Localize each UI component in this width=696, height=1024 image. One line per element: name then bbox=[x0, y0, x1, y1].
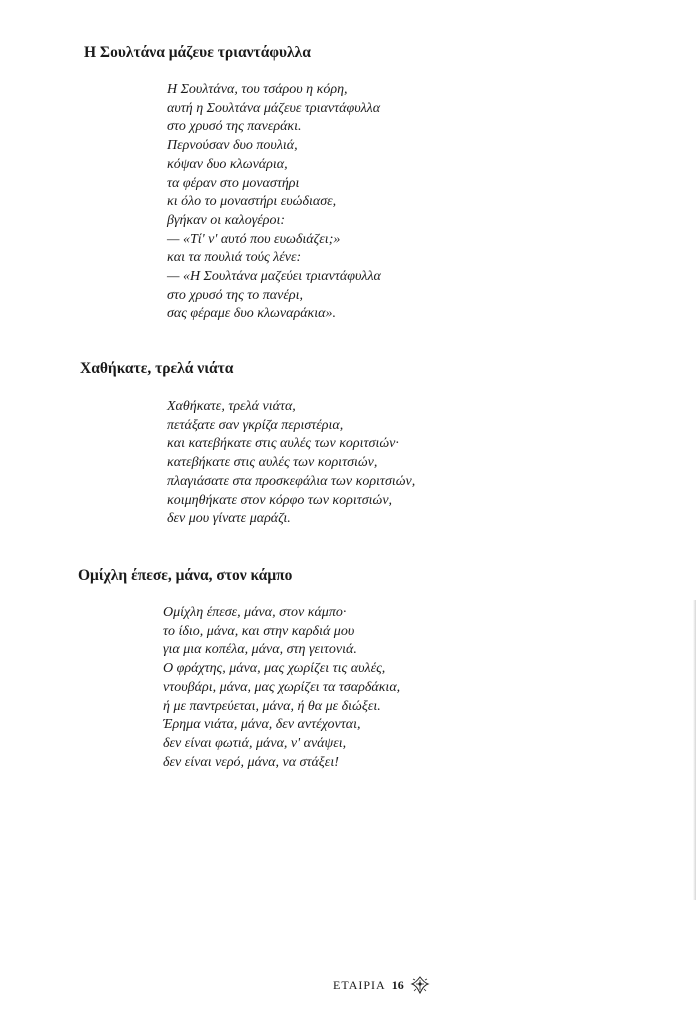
poem-line: ή με παντρεύεται, μάνα, ή θα με διώξει. bbox=[163, 698, 381, 714]
poem-line: και κατεβήκατε στις αυλές των κοριτσιών· bbox=[167, 436, 399, 452]
poem-line: δεν είναι φωτιά, μάνα, ν' ανάψει, bbox=[163, 735, 347, 751]
footer-label: ΕΤΑΙΡΙΑ bbox=[333, 977, 386, 992]
poem-body bbox=[167, 398, 415, 529]
poem-body bbox=[167, 81, 381, 324]
poem-line: Περνούσαν δυο πουλιά, bbox=[167, 138, 298, 154]
page-footer bbox=[333, 974, 431, 996]
page-number: 16 bbox=[391, 977, 404, 992]
poem-line: πλαγιάσατε στα προσκεφάλια των κοριτσιών, bbox=[167, 473, 416, 489]
poem-line: σας φέραμε δυο κλωναράκια». bbox=[167, 306, 336, 322]
poem-line: πετάξατε σαν γκρίζα περιστέρια, bbox=[167, 417, 344, 433]
poem-line: Χαθήκατε, τρελά νιάτα, bbox=[167, 399, 296, 414]
poem-title: Χαθήκατε, τρελά νιάτα bbox=[80, 360, 234, 377]
poem-line: Ομίχλη έπεσε, μάνα, στον κάμπο· bbox=[163, 605, 347, 620]
poem-line: ντουβάρι, μάνα, μας χωρίζει τα τσαρδάκια, bbox=[163, 679, 401, 695]
poem-line: κατεβήκατε στις αυλές των κοριτσιών, bbox=[167, 455, 378, 471]
poem-line: Έρημα νιάτα, μάνα, δεν αντέχονται, bbox=[163, 717, 361, 733]
poem-line: αυτή η Σουλτάνα μάζευε τριαντάφυλλα bbox=[167, 100, 381, 116]
poem-line: κι όλο το μοναστήρι ευώδιασε, bbox=[167, 194, 337, 210]
poem-line: — «Η Σουλτάνα μαζεύει τριαντάφυλλα bbox=[167, 269, 381, 285]
poem-line: Ο φράχτης, μάνα, μας χωρίζει τις αυλές, bbox=[163, 661, 386, 677]
poem-line: τα φέραν στο μοναστήρι bbox=[167, 175, 300, 191]
poem-line: δεν μου γίνατε μαράζι. bbox=[167, 511, 291, 527]
ornament-icon bbox=[409, 974, 431, 996]
poem-line: για μια κοπέλα, μάνα, στη γειτονιά. bbox=[163, 642, 357, 658]
poem-line: Η Σουλτάνα, του τσάρου η κόρη, bbox=[167, 82, 348, 97]
poem-line: κόψαν δυο κλωνάρια, bbox=[167, 156, 288, 172]
poem-line: στο χρυσό της πανεράκι. bbox=[167, 119, 302, 135]
poem-body bbox=[163, 604, 400, 772]
poem-line: και τα πουλιά τούς λένε: bbox=[167, 250, 302, 266]
poem-title: Η Σουλτάνα μάζευε τριαντάφυλλα bbox=[84, 44, 311, 61]
poem-line: στο χρυσό της το πανέρι, bbox=[167, 287, 303, 303]
poem-line: βγήκαν οι καλογέροι: bbox=[167, 212, 286, 228]
poem-line: το ίδιο, μάνα, και στην καρδιά μου bbox=[163, 623, 355, 639]
poem-line: κοιμηθήκατε στον κόρφο των κοριτσιών, bbox=[167, 492, 393, 508]
poem-title: Ομίχλη έπεσε, μάνα, στον κάμπο bbox=[78, 567, 293, 584]
poem-line: — «Τί' ν' αυτό που ευωδιάζει;» bbox=[167, 231, 341, 247]
poem-line: δεν είναι νερό, μάνα, να στάξει! bbox=[163, 754, 339, 770]
